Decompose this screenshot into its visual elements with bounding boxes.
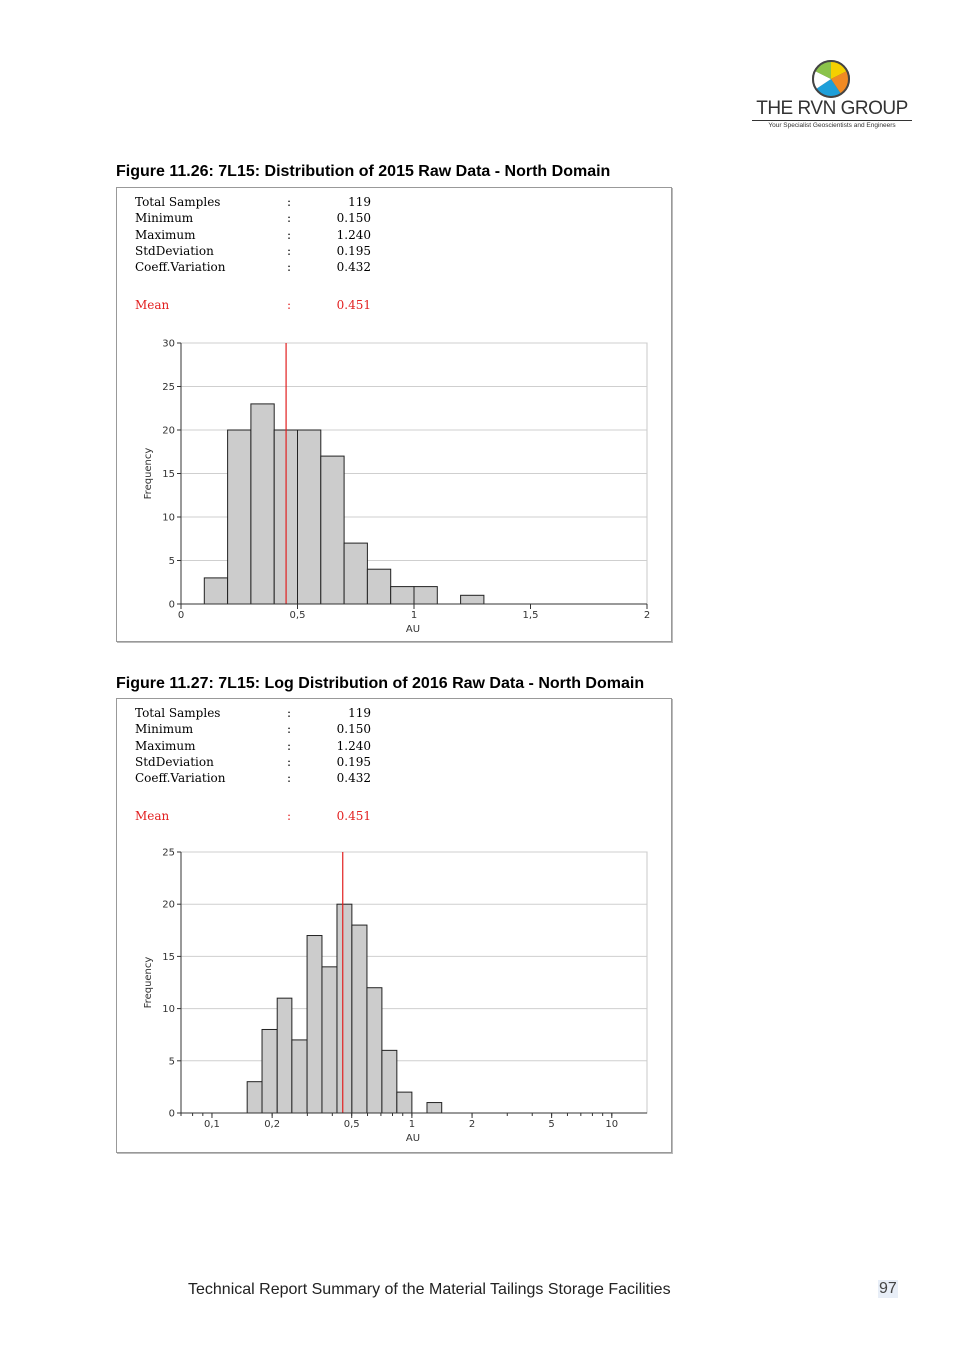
y-tick-label: 20: [162, 899, 175, 911]
histogram-bar: [321, 456, 344, 604]
x-tick-label: 1: [410, 610, 418, 621]
histogram-bar: [298, 430, 321, 604]
histogram-bar: [391, 587, 414, 604]
stat-row: Total Samples : 119: [135, 195, 371, 209]
y-tick-label: 10: [162, 1004, 175, 1016]
y-tick-label: 10: [162, 512, 175, 524]
histogram-bar: [251, 404, 274, 604]
x-tick-label: 1,5: [522, 610, 539, 621]
histogram-panel: [116, 187, 672, 642]
histogram-bar: [461, 595, 484, 604]
page-number: 97: [879, 1280, 897, 1297]
histogram-bar: [322, 967, 337, 1113]
x-tick-label: 0,5: [289, 610, 306, 621]
mean-row: Mean : 0.451: [135, 809, 371, 824]
company-logo: [752, 58, 912, 134]
histogram-bar: [228, 430, 251, 604]
histogram-bar: [307, 936, 322, 1113]
y-axis-label: Frequency: [143, 447, 154, 500]
stat-value: 1.240: [336, 738, 371, 753]
stat-label: Total Samples: [135, 195, 221, 209]
x-axis-label: AU: [405, 624, 421, 635]
y-tick-label: 25: [162, 382, 175, 393]
histogram-bar: [352, 925, 367, 1113]
stat-row: Coeff.Variation : 0.432: [135, 771, 371, 786]
y-tick-label: 15: [162, 469, 175, 480]
histogram-bar: [367, 988, 382, 1113]
y-tick-label: 20: [162, 425, 175, 437]
histogram-bar: [414, 587, 437, 604]
histogram-bar: [262, 1029, 277, 1113]
histogram-bar: [292, 1040, 307, 1113]
figure-caption: Figure 11.26: 7L15: Distribution of 2015 Raw Data - North Domain: [116, 163, 611, 180]
histogram-bar: [427, 1103, 442, 1113]
mean-row: Mean : 0.451: [135, 298, 371, 313]
logo-emblem-icon: [810, 58, 852, 100]
stat-value: 0.195: [336, 754, 371, 769]
y-tick-label: 15: [162, 951, 175, 963]
x-tick-label: 10: [605, 1119, 619, 1130]
y-axis-label: Frequency: [143, 956, 154, 1009]
stat-label: Maximum: [135, 227, 196, 242]
stat-value: 0.195: [336, 243, 371, 258]
x-tick-label: 0: [177, 610, 185, 621]
histogram-bar: [337, 904, 352, 1113]
histogram-bar: [382, 1050, 397, 1113]
stat-value: 119: [348, 195, 371, 209]
stat-label: StdDeviation: [135, 754, 214, 769]
x-tick-label: 0,2: [264, 1119, 281, 1130]
mean-value: 0.451: [336, 298, 371, 313]
plot-area: [181, 852, 647, 1113]
stat-value: 0.150: [336, 211, 371, 226]
stat-value: 1.240: [336, 227, 371, 242]
stat-row: Maximum : 1.240: [135, 227, 371, 242]
histogram-chart: [117, 188, 671, 641]
stat-label: Coeff.Variation: [135, 771, 226, 786]
x-tick-label: 1: [408, 1119, 416, 1130]
stat-label: Maximum: [135, 738, 196, 753]
stat-value: 0.432: [336, 771, 371, 786]
stat-row: Maximum : 1.240: [135, 738, 371, 753]
histogram-bar: [397, 1092, 412, 1113]
stat-row: StdDeviation : 0.195: [135, 243, 371, 258]
y-tick-label: 5: [168, 1056, 175, 1068]
x-tick-label: 0,1: [204, 1119, 220, 1130]
mean-label: Mean: [135, 298, 170, 313]
stat-row: Total Samples : 119: [135, 706, 371, 720]
stat-label: Minimum: [135, 722, 194, 737]
x-tick-label: 5: [548, 1119, 555, 1130]
y-tick-label: 25: [162, 847, 175, 859]
stat-row: Minimum : 0.150: [135, 211, 371, 226]
x-tick-label: 2: [643, 610, 651, 621]
y-tick-label: 30: [162, 338, 175, 350]
histogram-bar: [247, 1082, 262, 1113]
stat-label: Minimum: [135, 211, 194, 226]
stat-row: Coeff.Variation : 0.432: [135, 260, 371, 275]
stat-row: Minimum : 0.150: [135, 722, 371, 737]
histogram-bar: [367, 569, 390, 604]
stat-row: StdDeviation : 0.195: [135, 754, 371, 769]
mean-label: Mean: [135, 809, 170, 824]
histogram-bar: [344, 543, 367, 604]
y-tick-label: 0: [168, 1108, 175, 1120]
x-tick-label: 0,5: [343, 1119, 360, 1130]
footer-text: Technical Report Summary of the Material Tailings Storage Facilities: [188, 1281, 671, 1298]
x-axis-label: AU: [405, 1133, 421, 1144]
stat-label: Coeff.Variation: [135, 260, 226, 275]
histogram-bar: [277, 998, 292, 1113]
y-tick-label: 5: [168, 556, 175, 567]
stat-value: 0.432: [336, 260, 371, 275]
mean-value: 0.451: [336, 809, 371, 824]
y-tick-label: 0: [168, 599, 175, 611]
x-tick-label: 2: [468, 1119, 476, 1130]
figure-caption: Figure 11.27: 7L15: Log Distribution of 2016 Raw Data - North Domain: [116, 675, 645, 692]
logo-name: THE RVN GROUP: [752, 98, 912, 121]
stat-value: 119: [348, 706, 371, 720]
histogram-panel: [116, 698, 672, 1153]
stat-label: StdDeviation: [135, 243, 214, 258]
histogram-chart: [117, 699, 671, 1152]
stat-value: 0.150: [336, 722, 371, 737]
histogram-bar: [204, 578, 227, 604]
logo-tagline: Your Specialist Geoscientists and Engineers: [768, 122, 896, 129]
stat-label: Total Samples: [135, 706, 221, 720]
